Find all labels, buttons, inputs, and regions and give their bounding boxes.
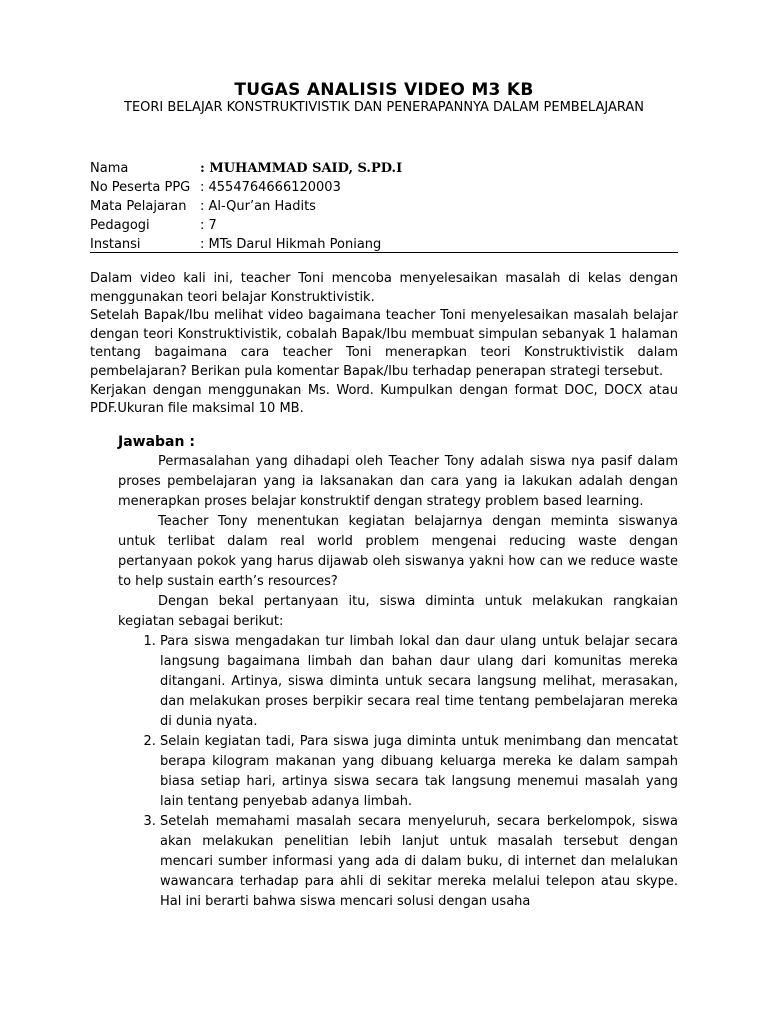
list-item: 3. Setelah memahami masalah secara menyeluruh, secara berkelompok, siswa akan melakukan penelitian lebih lanjut untuk masalah tersebut dengan mencari sumber informasi yang ada di dalam buku, di internet dan melalukan wawancara terhadap para ahli di sekitar mereka melalui telepon atau skype. Hal ini berarti bahwa siswa mencari solusi dengan usaha xyxy=(160,812,678,912)
instruction-paragraph: Setelah Bapak/Ibu melihat video bagaimana teacher Toni menyelesaikan masalah belajar dengan teori Konstruktivistik, cobalah Bapak/Ibu membuat simpulan sebanyak 1 halaman tentang bagaimana cara teacher Toni menerapkan teori Konstruktivistik dalam pembelajaran? Berikan pula komentar Bapak/Ibu terhadap penerapan strategi tersebut. xyxy=(90,308,678,379)
identity-row-pedagogi xyxy=(90,216,402,235)
answer-heading: Jawaban : xyxy=(118,434,195,450)
identity-value: : Al-Qur’an Hadits xyxy=(200,199,316,214)
answer-paragraph: Teacher Tony menentukan kegiatan belajarnya dengan meminta siswanya untuk terlibat dalam real world problem mengenai reducing waste dengan pertanyaan pokok yang harus dijawab oleh siswanya yakni how can we reduce waste to help sustain earth’s resources? xyxy=(118,514,678,589)
identity-value: : 7 xyxy=(200,218,217,233)
activity-list xyxy=(118,632,678,912)
identity-label: Pedagogi xyxy=(90,218,150,233)
assignment-instructions xyxy=(90,270,678,419)
instruction-paragraph: Kerjakan dengan menggunakan Ms. Word. Kumpulkan dengan format DOC, DOCX atau PDF.Ukuran file maksimal 10 MB. xyxy=(90,382,678,417)
identity-value: : MUHAMMAD SAID, S.PD.I xyxy=(200,161,403,176)
list-item: 1. Para siswa mengadakan tur limbah lokal dan daur ulang untuk belajar secara langsung bagaimana limbah dan bahan daur ulang dari komunitas mereka ditangani. Artinya, siswa diminta untuk secara langsung melihat, merasakan, dan melakukan proses berpikir secara real time tentang pembelajaran mereka di dunia nyata. xyxy=(160,632,678,732)
identity-value: : 4554764666120003 xyxy=(200,180,341,195)
identity-label: Mata Pelajaran xyxy=(90,199,187,214)
identity-row-nama xyxy=(90,159,402,178)
document-subtitle: TEORI BELAJAR KONSTRUKTIVISTIK DAN PENERAPANNYA DALAM PEMBELAJARAN xyxy=(124,100,644,115)
identity-value: : MTs Darul Hikmah Poniang xyxy=(200,237,382,252)
identity-label: Instansi xyxy=(90,237,141,252)
answer-paragraph: Dengan bekal pertanyaan itu, siswa diminta untuk melakukan rangkaian kegiatan sebagai berikut: xyxy=(118,594,678,629)
divider-line xyxy=(90,252,678,253)
list-item: 2. Selain kegiatan tadi, Para siswa juga diminta untuk menimbang dan mencatat berapa kilogram makanan yang dibuang keluarga mereka ke dalam sampah biasa setiap hari, artinya siswa secara tak langsung menemui masalah yang lain tentang penyebab adanya limbah. xyxy=(160,732,678,812)
identity-label: Nama xyxy=(90,161,129,176)
instruction-paragraph: Dalam video kali ini, teacher Toni mencoba menyelesaikan masalah di kelas dengan menggunakan teori belajar Konstruktivistik. xyxy=(90,271,678,305)
identity-block xyxy=(90,159,402,254)
answer-section xyxy=(118,432,678,912)
answer-paragraph: Permasalahan yang dihadapi oleh Teacher Tony adalah siswa nya pasif dalam proses pembelajaran yang ia laksanakan dan cara yang ia lakukan adalah dengan menerapkan proses belajar konstruktif dengan strategy problem based learning. xyxy=(118,454,678,509)
identity-row-no-peserta xyxy=(90,178,402,197)
identity-row-mata-pelajaran xyxy=(90,197,402,216)
identity-label: No Peserta PPG xyxy=(90,180,191,195)
document-title: TUGAS ANALISIS VIDEO M3 KB xyxy=(234,80,534,100)
